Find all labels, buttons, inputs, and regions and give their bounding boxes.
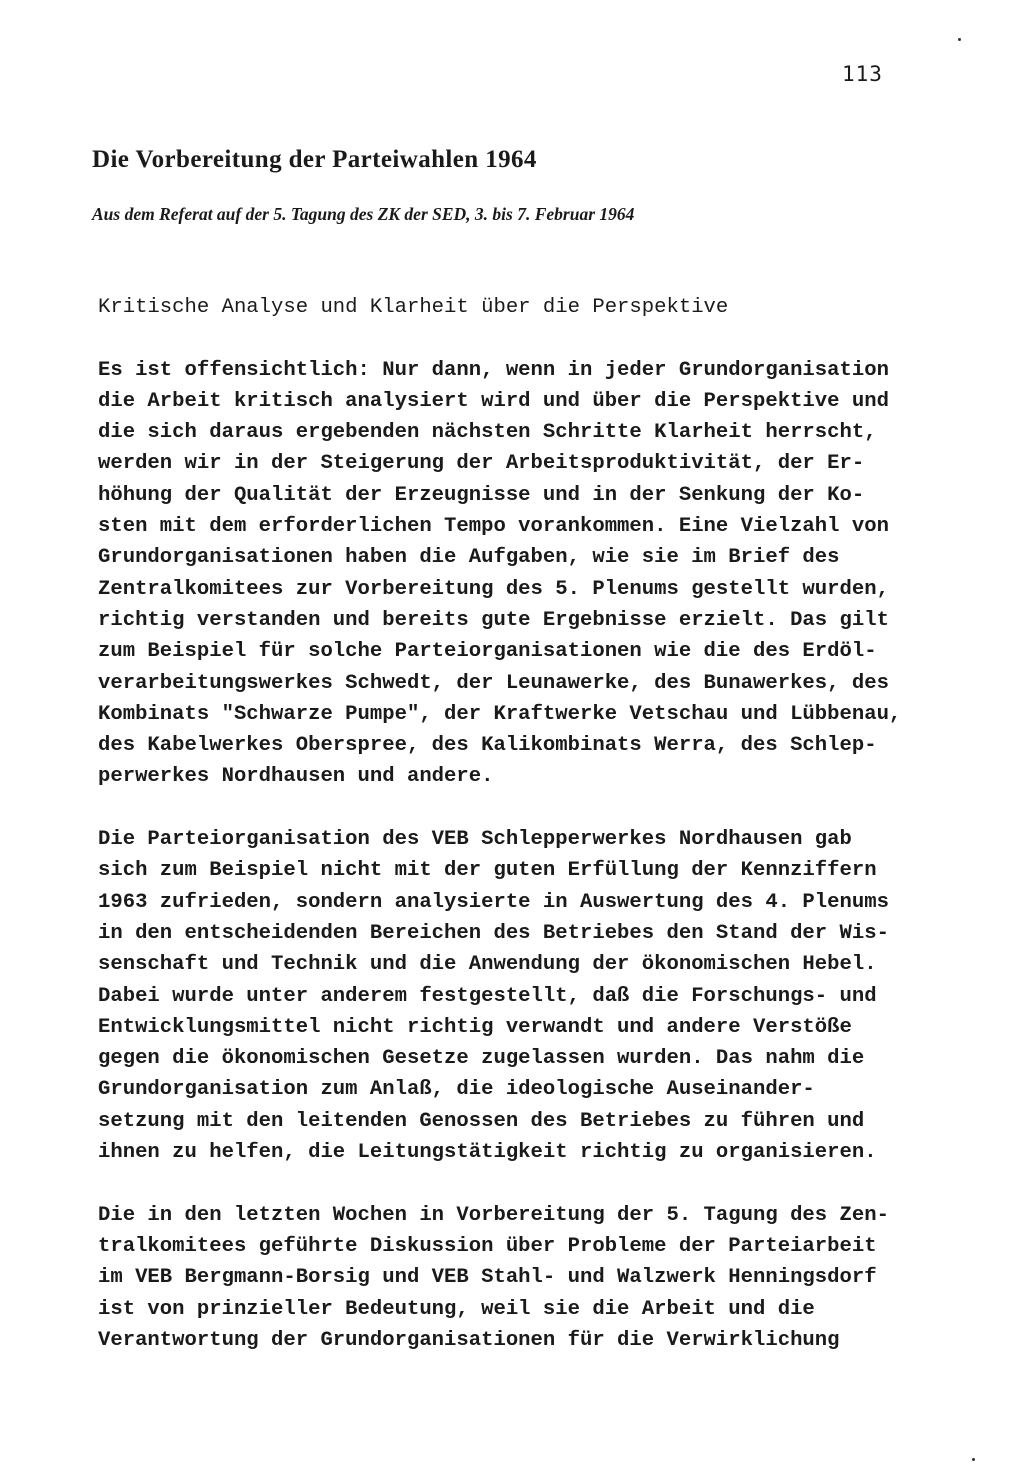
text-line: Die in den letzten Wochen in Vorbereitung der 5. Tagung des Zen- [98,1203,889,1227]
paragraph [98,1200,928,1356]
body-text [98,292,928,1356]
text-line: Es ist offensichtlich: Nur dann, wenn in jeder Grundorganisation [98,358,889,382]
page-number: 113 [842,62,883,86]
text-line: Entwicklungsmittel nicht richtig verwandt und andere Verstöße [98,1015,852,1039]
text-line: Die Parteiorganisation des VEB Schlepperwerkes Nordhausen gab [98,828,852,852]
text-line: höhung der Qualität der Erzeugnisse und in der Senkung der Ko- [98,483,865,507]
text-line: des Kabelwerkes Oberspree, des Kalikombinats Werra, des Schlep- [98,734,877,758]
text-line: richtig verstanden und bereits gute Ergebnisse erzielt. Das gilt [98,608,889,632]
text-line: perwerkes Nordhausen und andere. [98,765,494,789]
text-line: setzung mit den leitenden Genossen des Betriebes zu führen und [98,1109,865,1133]
text-line: ist von prinzieller Bedeutung, weil sie die Arbeit und die [98,1297,815,1321]
text-line: sten mit dem erforderlichen Tempo vorankommen. Eine Vielzahl von [98,515,889,539]
text-line: die sich daraus ergebenden nächsten Schritte Klarheit herrscht, [98,421,877,445]
text-line: im VEB Bergmann-Borsig und VEB Stahl- und Walzwerk Henningsdorf [98,1266,877,1290]
page-title: Die Vorbereitung der Parteiwahlen 1964 [92,146,537,173]
text-line: Grundorganisationen haben die Aufgaben, wie sie im Brief des [98,546,840,570]
text-line: gegen die ökonomischen Gesetze zugelassen wurden. Das nahm die [98,1047,865,1071]
text-line: senschaft und Technik und die Anwendung der ökonomischen Hebel. [98,953,877,977]
text-line: tralkomitees geführte Diskussion über Probleme der Parteiarbeit [98,1234,877,1258]
text-line: Dabei wurde unter anderem festgestellt, daß die Forschungs- und [98,984,877,1008]
text-line: ihnen zu helfen, die Leitungstätigkeit richtig zu organisieren. [98,1141,877,1165]
text-line: werden wir in der Steigerung der Arbeitsproduktivität, der Er- [98,452,865,476]
text-line: Verantwortung der Grundorganisationen für die Verwirklichung [98,1328,840,1352]
section-heading: Kritische Analyse und Klarheit über die Perspektive [98,296,729,319]
scan-speck [972,1458,975,1461]
text-line: in den entscheidenden Bereichen des Betriebes den Stand der Wis- [98,921,889,945]
text-line: sich zum Beispiel nicht mit der guten Erfüllung der Kennziffern [98,859,877,883]
text-line: 1963 zufrieden, sondern analysierte in Auswertung des 4. Plenums [98,890,889,914]
page-subtitle: Aus dem Referat auf der 5. Tagung des ZK der SED, 3. bis 7. Februar 1964 [92,204,635,224]
text-line: zum Beispiel für solche Parteiorganisationen wie die des Erdöl- [98,640,877,664]
text-line: Zentralkomitees zur Vorbereitung des 5. Plenums gestellt wurden, [98,577,889,601]
text-line: die Arbeit kritisch analysiert wird und über die Perspektive und [98,389,889,413]
paragraph [98,824,928,1168]
text-line: Grundorganisation zum Anlaß, die ideologische Auseinander- [98,1078,815,1102]
paragraph [98,355,928,793]
scan-speck [958,38,961,41]
text-line: verarbeitungswerkes Schwedt, der Leunawerke, des Bunawerkes, des [98,671,889,695]
text-line: Kombinats "Schwarze Pumpe", der Kraftwerke Vetschau und Lübbenau, [98,702,902,726]
